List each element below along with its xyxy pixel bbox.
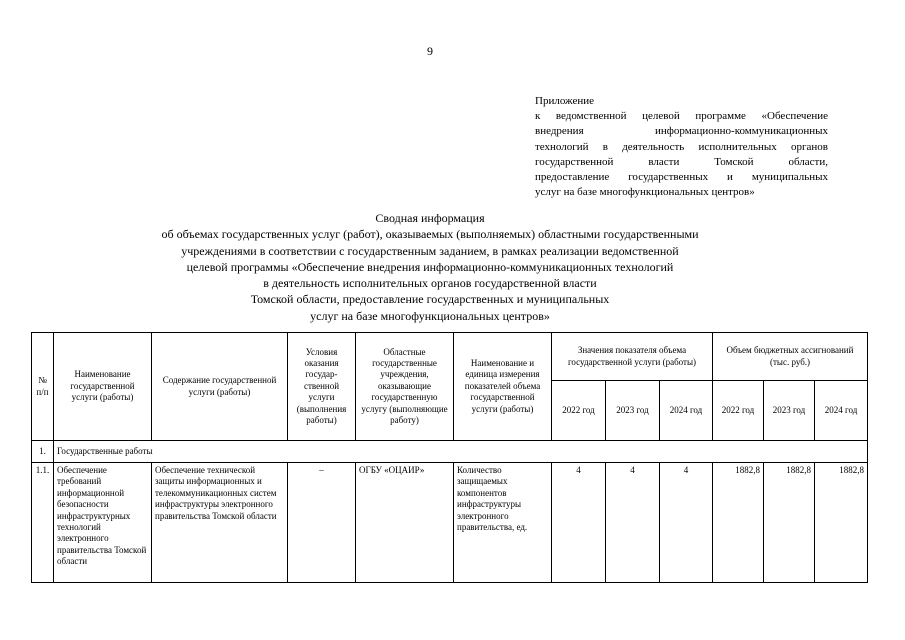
appendix-line: предоставление государственных и муниципальных [535, 171, 828, 184]
appendix-line: к ведомственной целевой программе «Обеспечение [535, 110, 828, 123]
row-budget-2022: 1882,8 [713, 463, 764, 583]
services-table [31, 332, 868, 583]
header-year-2024: 2024 год [660, 381, 713, 441]
section-num: 1. [32, 441, 54, 463]
title-line: Томской области, предоставление государственных и муниципальных [250, 292, 610, 307]
appendix-line: внедрения информационно-коммуникационных [535, 125, 828, 138]
row-conditions: – [288, 463, 356, 583]
header-service-name: Наименование государственной услуги (работы) [54, 333, 152, 441]
header-conditions: Условия оказания государ-ственной услуги (выполнения работы) [288, 333, 356, 441]
title-line: Сводная информация [375, 211, 485, 225]
row-institution: ОГБУ «ОЦАИР» [356, 463, 454, 583]
section-label: Государственные работы [54, 441, 868, 463]
header-unit: Наименование и единица измерения показателей объема государственной услуги (работы) [454, 333, 552, 441]
row-content: Обеспечение технической защиты информационных и телекоммуникационных систем инфраструктуры электронного правительства Томской области [152, 463, 288, 583]
row-indicator-2024: 4 [660, 463, 713, 583]
header-budget-year-2023: 2023 год [764, 381, 815, 441]
header-content: Содержание государственной услуги (работы) [152, 333, 288, 441]
row-num: 1.1. [32, 463, 54, 583]
page-number: 9 [427, 44, 433, 58]
title-line: об объемах государственных услуг (работ), оказываемых (выполняемых) областными государственными [161, 227, 699, 242]
header-institutions: Областные государственные учреждения, оказывающие государственную услугу (выполняющие работу) [356, 333, 454, 441]
title-line: учреждениями в соответствии с государственным заданием, в рамках реализации ведомственной [181, 243, 679, 258]
header-budget-year-2024: 2024 год [815, 381, 868, 441]
title-line: целевой программы «Обеспечение внедрения информационно-коммуникационных технологий [186, 259, 674, 274]
header-year-2022: 2022 год [552, 381, 606, 441]
title-line: услуг на базе многофункциональных центров» [310, 308, 550, 323]
appendix-line: государственной власти Томской области, [535, 155, 828, 168]
header-budget-year-2022: 2022 год [713, 381, 764, 441]
appendix-note [535, 94, 828, 200]
appendix-line: Приложение [535, 95, 595, 107]
header-indicator-group: Значения показателя объема государственной услуги (работы) [552, 333, 713, 381]
section-row [32, 441, 868, 463]
row-indicator-2022: 4 [552, 463, 606, 583]
appendix-line: услуг на базе многофункциональных центров» [535, 186, 755, 199]
header-budget-group: Объем бюджетных ассигнований (тыс. руб.) [713, 333, 868, 381]
title-line: в деятельность исполнительных органов государственной власти [263, 276, 597, 291]
header-year-2023: 2023 год [606, 381, 660, 441]
table-row [32, 463, 868, 583]
document-title [0, 210, 860, 324]
row-budget-2024: 1882,8 [815, 463, 868, 583]
header-num: № п/п [32, 333, 54, 441]
row-indicator-2023: 4 [606, 463, 660, 583]
row-budget-2023: 1882,8 [764, 463, 815, 583]
row-unit: Количество защищаемых компонентов инфраструктуры электронного правительства, ед. [454, 463, 552, 583]
row-service-name: Обеспечение требований информационной безопасности инфраструктурных технологий электронного правительства Томской области [54, 463, 152, 583]
appendix-line: технологий в деятельность исполнительных органов [535, 140, 828, 153]
